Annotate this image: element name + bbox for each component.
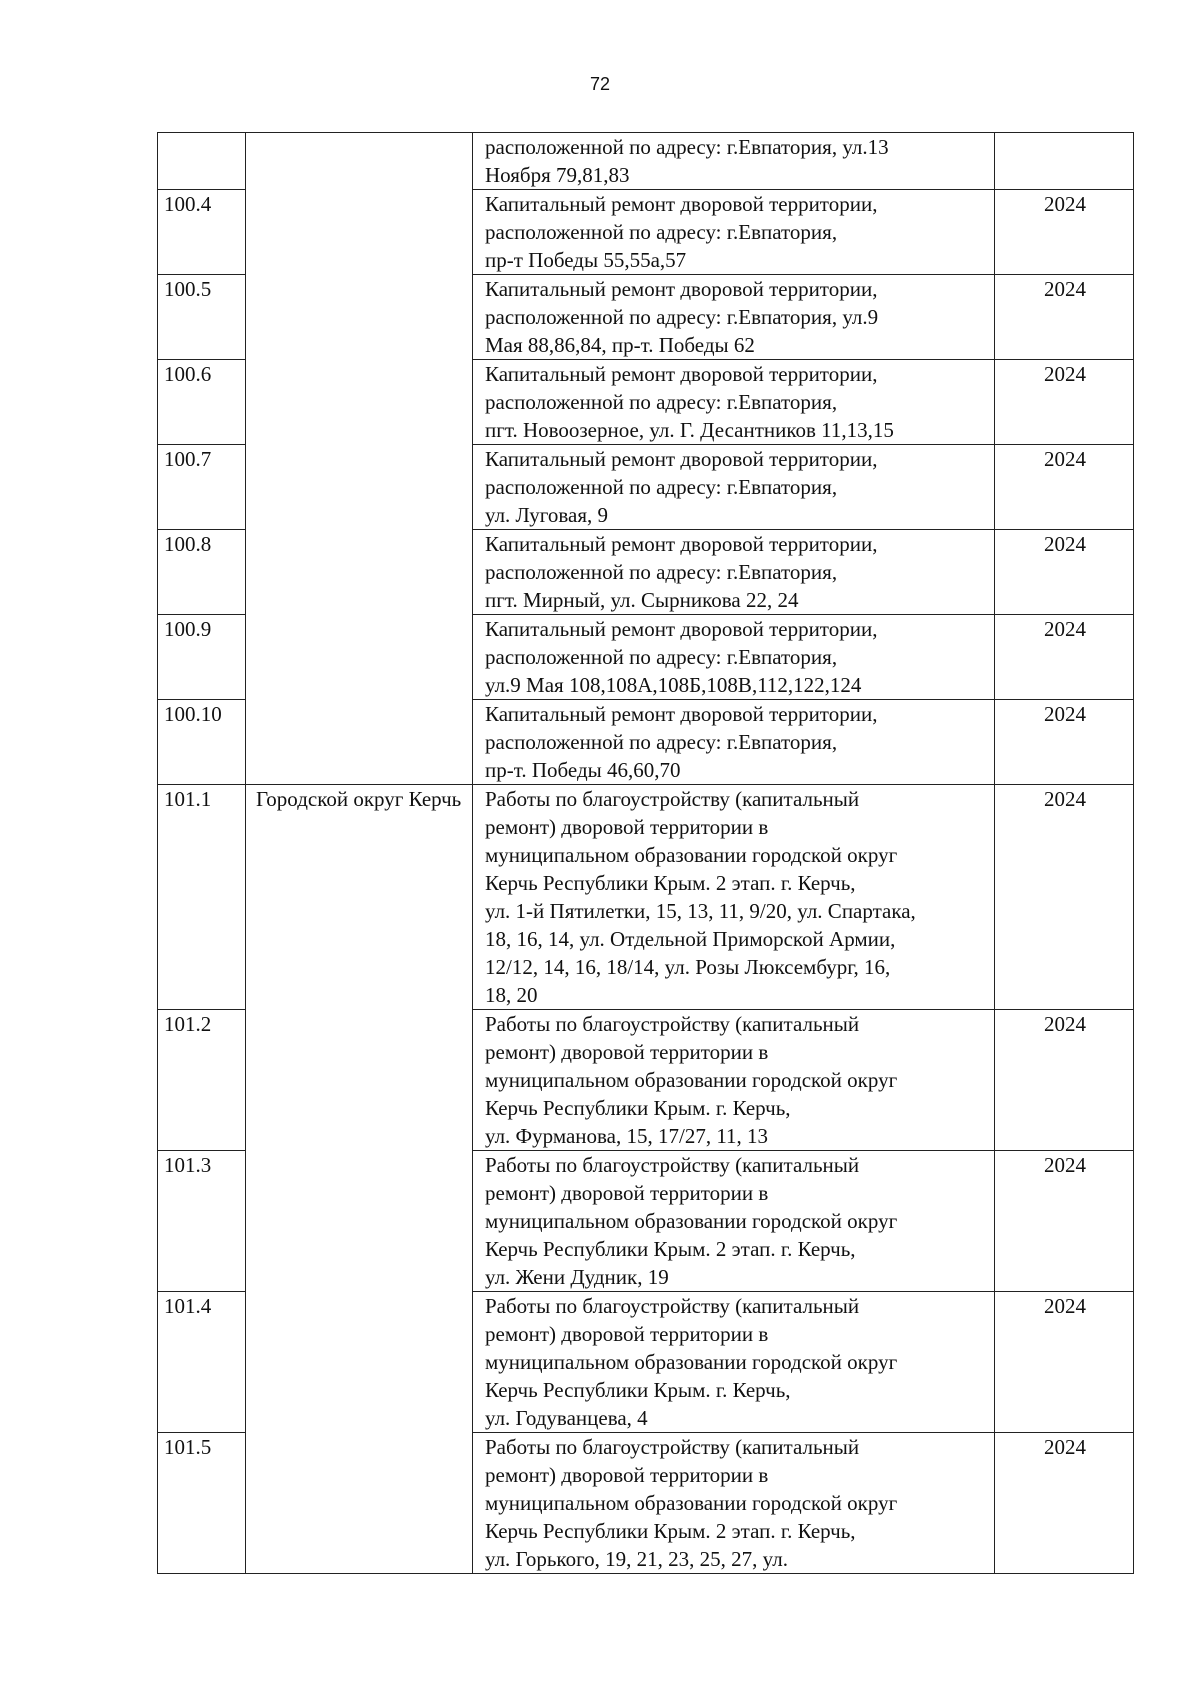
municipality-cell	[246, 530, 473, 615]
description-cell	[473, 1151, 995, 1292]
description-line: расположенной по адресу: г.Евпатория,	[485, 645, 838, 669]
table-row	[158, 530, 1134, 615]
year-cell: 2024	[995, 615, 1134, 700]
municipality-cell	[246, 615, 473, 700]
description-line: расположенной по адресу: г.Евпатория, ул.9	[485, 305, 879, 329]
description-line: Работы по благоустройству (капитальный	[485, 1294, 860, 1318]
description-line: расположенной по адресу: г.Евпатория,	[485, 220, 838, 244]
description-line: Капитальный ремонт дворовой территории,	[485, 532, 878, 556]
description-line: Работы по благоустройству (капитальный	[485, 787, 860, 811]
description-line: муниципальном образовании городской округ	[485, 1209, 898, 1233]
description-cell	[473, 133, 995, 190]
municipality-cell	[246, 1433, 473, 1574]
description-line: пр-т Победы 55,55а,57	[485, 248, 687, 272]
description-line: пгт. Мирный, ул. Сырникова 22, 24	[485, 588, 799, 612]
description-line: 18, 20	[485, 983, 538, 1007]
description-line: Керчь Республики Крым. г. Керчь,	[485, 1096, 791, 1120]
table-row	[158, 615, 1134, 700]
item-number-cell: 100.8	[158, 530, 246, 615]
item-number-cell: 100.9	[158, 615, 246, 700]
table-row	[158, 1151, 1134, 1292]
description-line: ул. Годуванцева, 4	[485, 1406, 648, 1430]
item-number-cell: 101.2	[158, 1010, 246, 1151]
description-line: Капитальный ремонт дворовой территории,	[485, 447, 878, 471]
page-number: 72	[589, 74, 611, 94]
municipality-cell	[246, 1292, 473, 1433]
municipality-cell	[246, 275, 473, 360]
item-number-cell: 100.6	[158, 360, 246, 445]
description-line: Керчь Республики Крым. 2 этап. г. Керчь,	[485, 871, 856, 895]
description-line: ремонт) дворовой территории в	[485, 1040, 769, 1064]
item-number-cell: 101.1	[158, 785, 246, 1010]
description-line: Керчь Республики Крым. г. Керчь,	[485, 1378, 791, 1402]
description-line: расположенной по адресу: г.Евпатория,	[485, 390, 838, 414]
municipality-cell	[246, 360, 473, 445]
description-line: Работы по благоустройству (капитальный	[485, 1435, 860, 1459]
description-line: Капитальный ремонт дворовой территории,	[485, 192, 878, 216]
description-cell	[473, 785, 995, 1010]
year-cell: 2024	[995, 530, 1134, 615]
works-table	[157, 132, 1134, 1574]
description-cell	[473, 445, 995, 530]
description-line: ул.9 Мая 108,108А,108Б,108В,112,122,124	[485, 673, 862, 697]
description-line: Работы по благоустройству (капитальный	[485, 1153, 860, 1177]
description-line: Капитальный ремонт дворовой территории,	[485, 277, 878, 301]
description-line: 18, 16, 14, ул. Отдельной Приморской Армии,	[485, 927, 896, 951]
description-line: муниципальном образовании городской округ	[485, 1491, 898, 1515]
description-line: ул. Жени Дудник, 19	[485, 1265, 669, 1289]
table-row	[158, 1010, 1134, 1151]
description-line: расположенной по адресу: г.Евпатория,	[485, 475, 838, 499]
description-line: пр-т. Победы 46,60,70	[485, 758, 681, 782]
description-line: Капитальный ремонт дворовой территории,	[485, 617, 878, 641]
table-row	[158, 1292, 1134, 1433]
municipality-cell	[246, 1010, 473, 1151]
description-cell	[473, 275, 995, 360]
year-cell	[995, 133, 1134, 190]
description-line: ремонт) дворовой территории в	[485, 1322, 769, 1346]
municipality-cell	[246, 445, 473, 530]
description-line: муниципальном образовании городской округ	[485, 843, 898, 867]
municipality-cell	[246, 1151, 473, 1292]
item-number-cell	[158, 133, 246, 190]
description-line: ремонт) дворовой территории в	[485, 1463, 769, 1487]
item-number-cell: 100.7	[158, 445, 246, 530]
municipality-cell	[246, 700, 473, 785]
municipality-cell	[246, 133, 473, 190]
description-line: пгт. Новоозерное, ул. Г. Десантников 11,13,15	[485, 418, 894, 442]
year-cell: 2024	[995, 275, 1134, 360]
year-cell: 2024	[995, 1433, 1134, 1574]
description-line: расположенной по адресу: г.Евпатория,	[485, 560, 838, 584]
description-line: Капитальный ремонт дворовой территории,	[485, 702, 878, 726]
description-cell	[473, 1433, 995, 1574]
table-row	[158, 190, 1134, 275]
description-line: ул. Горького, 19, 21, 23, 25, 27, ул.	[485, 1547, 788, 1571]
description-cell	[473, 530, 995, 615]
item-number-cell: 101.5	[158, 1433, 246, 1574]
table-body	[158, 133, 1134, 1574]
table-row	[158, 133, 1134, 190]
year-cell: 2024	[995, 1292, 1134, 1433]
description-line: расположенной по адресу: г.Евпатория, ул.13	[485, 135, 889, 159]
item-number-cell: 101.4	[158, 1292, 246, 1433]
description-cell	[473, 615, 995, 700]
description-line: муниципальном образовании городской округ	[485, 1350, 898, 1374]
description-line: Капитальный ремонт дворовой территории,	[485, 362, 878, 386]
year-cell: 2024	[995, 190, 1134, 275]
description-line: Ноября 79,81,83	[485, 163, 630, 187]
municipality-cell: Городской округ Керчь	[246, 785, 473, 1010]
description-line: ремонт) дворовой территории в	[485, 815, 769, 839]
municipality-cell	[246, 190, 473, 275]
item-number-cell: 100.10	[158, 700, 246, 785]
description-line: ул. 1-й Пятилетки, 15, 13, 11, 9/20, ул. Спартака,	[485, 899, 916, 923]
description-line: Керчь Республики Крым. 2 этап. г. Керчь,	[485, 1519, 856, 1543]
description-line: Керчь Республики Крым. 2 этап. г. Керчь,	[485, 1237, 856, 1261]
table-row	[158, 360, 1134, 445]
description-line: Мая 88,86,84, пр-т. Победы 62	[485, 333, 755, 357]
description-cell	[473, 190, 995, 275]
description-line: муниципальном образовании городской округ	[485, 1068, 898, 1092]
description-line: 12/12, 14, 16, 18/14, ул. Розы Люксембург, 16,	[485, 955, 891, 979]
description-line: расположенной по адресу: г.Евпатория,	[485, 730, 838, 754]
year-cell: 2024	[995, 700, 1134, 785]
table-row	[158, 275, 1134, 360]
description-cell	[473, 1292, 995, 1433]
description-line: ул. Луговая, 9	[485, 503, 608, 527]
description-line: ремонт) дворовой территории в	[485, 1181, 769, 1205]
item-number-cell: 100.4	[158, 190, 246, 275]
description-cell	[473, 360, 995, 445]
table-row	[158, 1433, 1134, 1574]
year-cell: 2024	[995, 785, 1134, 1010]
year-cell: 2024	[995, 1010, 1134, 1151]
table-row	[158, 445, 1134, 530]
description-line: ул. Фурманова, 15, 17/27, 11, 13	[485, 1124, 769, 1148]
item-number-cell: 101.3	[158, 1151, 246, 1292]
year-cell: 2024	[995, 445, 1134, 530]
year-cell: 2024	[995, 360, 1134, 445]
table-row	[158, 785, 1134, 1010]
description-cell	[473, 1010, 995, 1151]
description-cell	[473, 700, 995, 785]
item-number-cell: 100.5	[158, 275, 246, 360]
table-row	[158, 700, 1134, 785]
description-line: Работы по благоустройству (капитальный	[485, 1012, 860, 1036]
year-cell: 2024	[995, 1151, 1134, 1292]
